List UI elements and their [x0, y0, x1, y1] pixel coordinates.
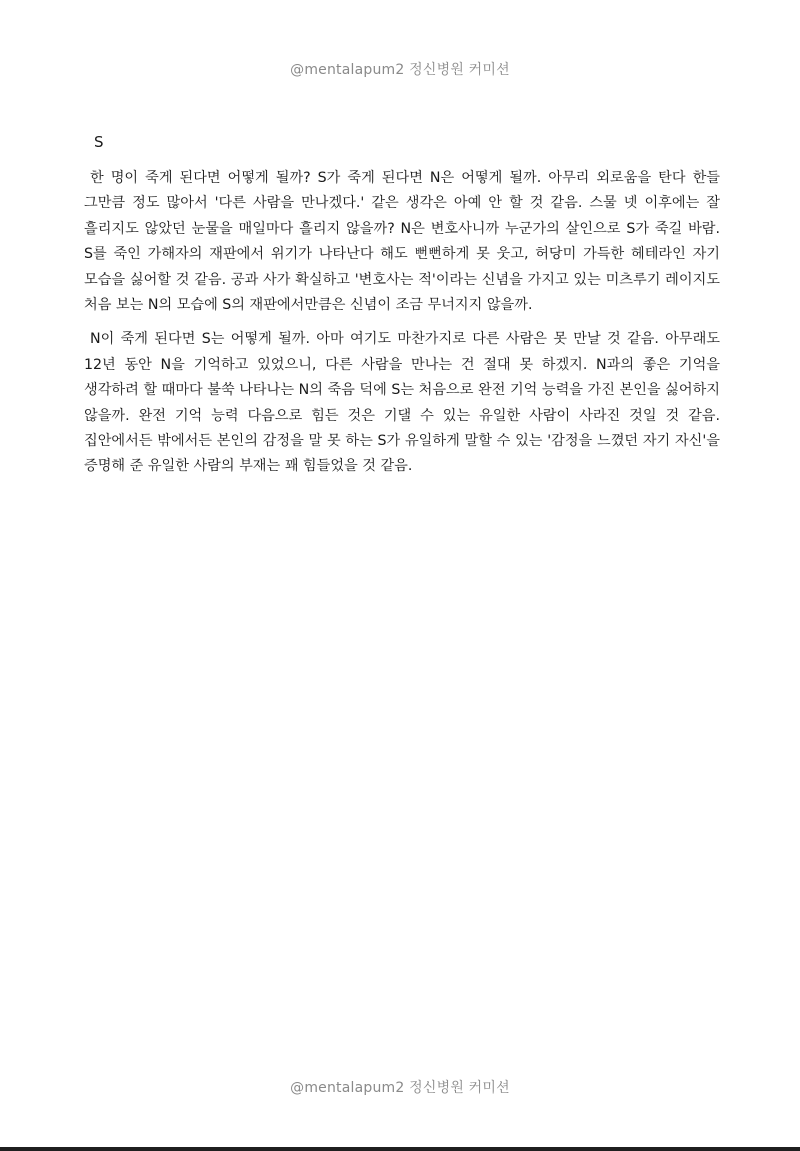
- document-body: [84, 130, 720, 489]
- paragraph-n-death: N이 죽게 된다면 S는 어떻게 될까. 아마 여기도 마찬가지로 다른 사람은 못 만날 것 같음. 아무래도 12년 동안 N을 기억하고 있었으니, 다른 사람을 만나는 건 절대 못 하겠지. N과의 좋은 기억을 생각하려 할 때마다 불쑥 나타나는 N의 죽음 덕에 S는 처음으로 완전 기억 능력을 가진 본인을 싫어하지 않을까. 완전 기억 능력 다음으로 힘든 것은 기댈 수 있는 유일한 사람이 사라진 것일 것 같음. 집안에서든 밖에서든 본인의 감정을 말 못 하는 S가 유일하게 말할 수 있는 '감정을 느꼈던 자기 자신'을 증명해 준 유일한 사람의 부재는 꽤 힘들었을 것 같음.: [84, 331, 720, 475]
- page-footer: @mentalapum2 정신병원 커미션: [290, 1080, 510, 1096]
- bottom-border: [0, 1147, 800, 1151]
- page-header: @mentalapum2 정신병원 커미션: [290, 62, 510, 78]
- section-title: S: [94, 133, 104, 151]
- paragraph-s-death: 한 명이 죽게 된다면 어떻게 될까? S가 죽게 된다면 N은 어떻게 될까. 아무리 외로움을 탄다 한들 그만큼 정도 많아서 '다른 사람을 만나겠다.' 같은 생각은 아예 안 할 것 같음. 스물 넷 이후에는 잘 흘리지도 않았던 눈물을 매일마다 흘리지 않을까? N은 변호사니까 누군가의 살인으로 S가 죽길 바람. S를 죽인 가해자의 재판에서 위기가 나타난다 해도 뻔뻔하게 못 웃고, 허당미 가득한 헤테라인 자기 모습을 싫어할 것 같음. 공과 사가 확실하고 '변호사는 적'이라는 신념을 가지고 있는 미츠루기 레이지도 처음 보는 N의 모습에 S의 재판에서만큼은 신념이 조금 무너지지 않을까.: [84, 170, 720, 314]
